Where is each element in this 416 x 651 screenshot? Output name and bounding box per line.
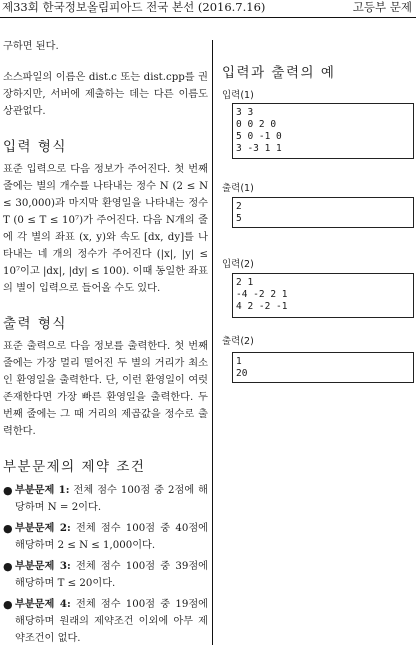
- subtask-item: [3, 596, 208, 647]
- subtask-text: 전체 점수 100점 중 19점에 해당하며 원래의 제약조건 이외에 아무 제약조건이 없다.: [15, 599, 209, 644]
- output2-box: 1 20: [232, 352, 414, 383]
- constraints-heading: 부분문제의 제약 조건: [3, 459, 146, 475]
- output-format-heading: 출력 형식: [3, 316, 67, 332]
- division-label: 고등부 문제: [352, 0, 412, 14]
- input-format-heading: 입력 형식: [3, 139, 67, 155]
- subtask-text: 전체 점수 100점 중 2점에 해당하며 N = 2이다.: [15, 485, 209, 513]
- subtask-text: 전체 점수 100점 중 40점에 해당하며 2 ≤ N ≤ 1,000이다.: [15, 523, 209, 551]
- subtask-item: [3, 482, 208, 516]
- subtask-item: [3, 558, 208, 592]
- input1-box: 3 3 0 0 2 0 5 0 -1 0 3 -3 1 1: [232, 103, 414, 159]
- subtask-item: [3, 520, 208, 554]
- output-format-text: 표준 출력으로 다음 정보를 출력한다. 첫 번째 줄에는 가장 멀리 떨어진 두 별의 거리가 최소인 환영일을 출력한다. 단, 이런 환영일이 여럿 존재한다면 가장 빠른 환영일을 출력한다. 두 번째 줄에는 그 때 거리의 제곱값을 정수로 출력한다.: [3, 341, 208, 437]
- header-divider: [0, 17, 416, 18]
- subtask-label: 부분문제 2:: [15, 522, 71, 534]
- subtask-label: 부분문제 3:: [15, 560, 71, 572]
- input2-label: 입력(2): [222, 259, 254, 270]
- input-format-text: 표준 입력으로 다음 정보가 주어진다. 첫 번째 줄에는 별의 개수를 나타내는 정수 N (2 ≤ N ≤ 30,000)과 마지막 환영일을 나타내는 정수 T (0 ≤ T ≤ 10⁷)가 주어진다. 다음 N개의 줄에 각 별의 좌표 (x, y)와 속도 [dx, dy]를 나타내는 네 개의 정수가 주어진다 (|x|, |y| ≤ 10⁷이고 |dx|, |dy| ≤ 100). 이때 동일한 좌표의 별이 입력으로 들어올 수도 있다.: [3, 164, 208, 294]
- bullet-icon: ●: [3, 522, 13, 535]
- examples-heading: 입력과 출력의 예: [222, 65, 336, 81]
- page-header: [0, 0, 416, 17]
- bullet-icon: ●: [3, 598, 13, 611]
- input1-label: 입력(1): [222, 90, 254, 101]
- intro-fragment: 구하면 된다.: [3, 41, 59, 52]
- subtask-list: [3, 482, 208, 647]
- left-column: [3, 38, 208, 651]
- subtask-label: 부분문제 1:: [15, 484, 70, 496]
- output1-box: 2 5: [232, 197, 414, 228]
- input2-box: 2 1 -4 -2 2 1 4 2 -2 -1: [232, 273, 414, 318]
- source-note: 소스파일의 이름은 dist.c 또는 dist.cpp를 권장하지만, 서버에 제출하는 데는 다른 이름도 상관없다.: [3, 72, 208, 117]
- output2-label: 출력(2): [222, 336, 254, 347]
- bullet-icon: ●: [3, 560, 13, 573]
- contest-title: 제33회 한국정보올림피아드 전국 본선 (2016.7.16): [2, 0, 266, 14]
- subtask-label: 부분문제 4:: [15, 598, 71, 610]
- subtask-text: 전체 점수 100점 중 39점에 해당하며 T ≤ 20이다.: [15, 561, 209, 589]
- column-divider: [212, 40, 213, 645]
- output1-label: 출력(1): [222, 183, 254, 194]
- bullet-icon: ●: [3, 484, 13, 497]
